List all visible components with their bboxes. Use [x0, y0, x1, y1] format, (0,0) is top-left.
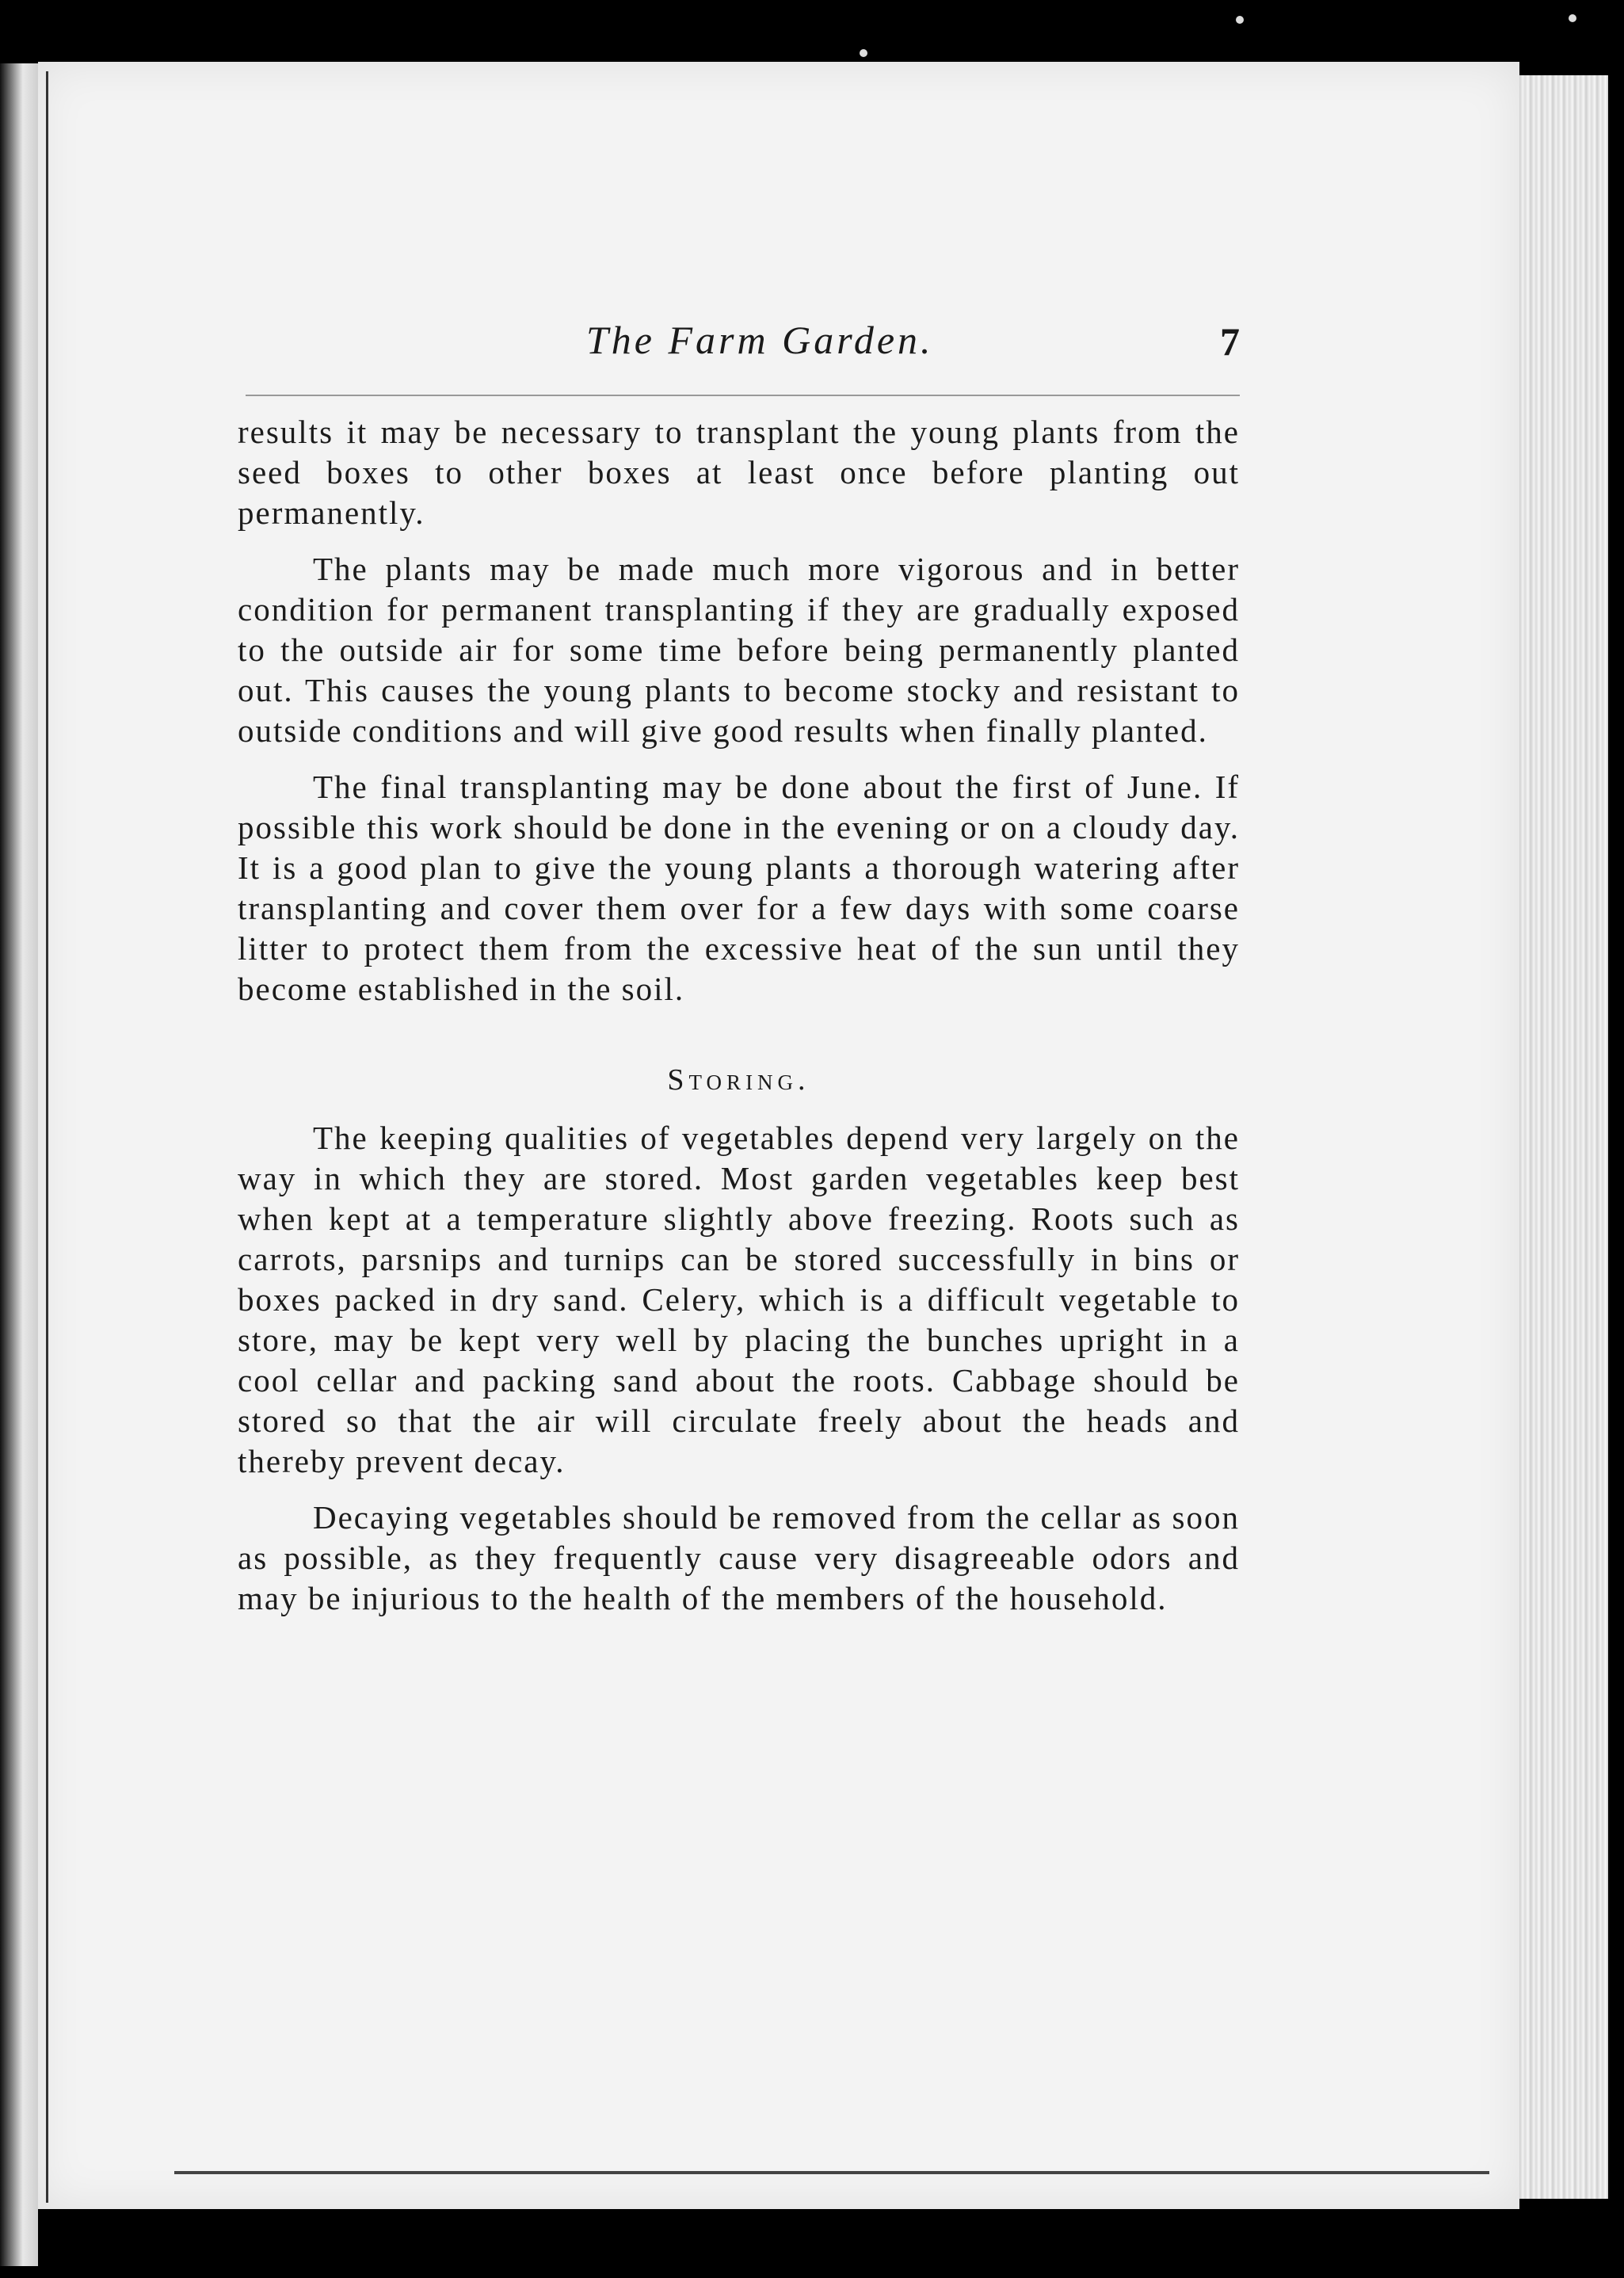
scan-speck [860, 49, 867, 57]
running-head-title: The Farm Garden. [586, 318, 934, 362]
section-heading: Storing. [667, 1063, 810, 1097]
scan-speck [1236, 16, 1244, 24]
paragraph: The plants may be made much more vigorous and in better condition for permanent transplanting if they are gradually exposed to the outside air for some time before being permanently planted out. This causes the young plants to become stocky and resistant to outside conditions and will give good results when finally planted. [238, 551, 1240, 749]
paragraph: The final transplanting may be done about the first of June. If possible this work should be done in the evening or on a cloudy day. It is a good plan to give the young plants a thorough watering after transplanting and cover them over for a few days with some coarse litter to protect them from the excessive heat of the sun until they become established in the soil. [238, 769, 1240, 1007]
paragraph: Decaying vegetables should be removed from the cellar as soon as possible, as they frequently cause very disagreeable odors and may be injurious to the health of the members of the household. [238, 1499, 1240, 1616]
scan-speck [1569, 14, 1576, 22]
facing-page-edge [0, 63, 38, 2266]
paragraph: results it may be necessary to transplant the young plants from the seed boxes to other boxes at least once before planting out permanently. [238, 414, 1240, 531]
page-body [238, 412, 1240, 1635]
gutter-shadow [46, 71, 48, 2203]
paragraph: The keeping qualities of vegetables depend very largely on the way in which they are stored. Most garden vegetables keep best when kept at a temperature slightly above freezing. Roots such as carrots, parsnips and turnips can be stored successfully in bins or boxes packed in dry sand. Celery, which is a difficult vegetable to store, may be kept very well by placing the bunches upright in a cool cellar and packing sand about the roots. Cabbage should be stored so that the air will circulate freely about the heads and thereby prevent decay. [238, 1120, 1240, 1479]
page-bottom-edge [174, 2171, 1489, 2174]
running-head [238, 317, 1240, 364]
page-number: 7 [1220, 319, 1240, 364]
header-rule [246, 395, 1240, 396]
